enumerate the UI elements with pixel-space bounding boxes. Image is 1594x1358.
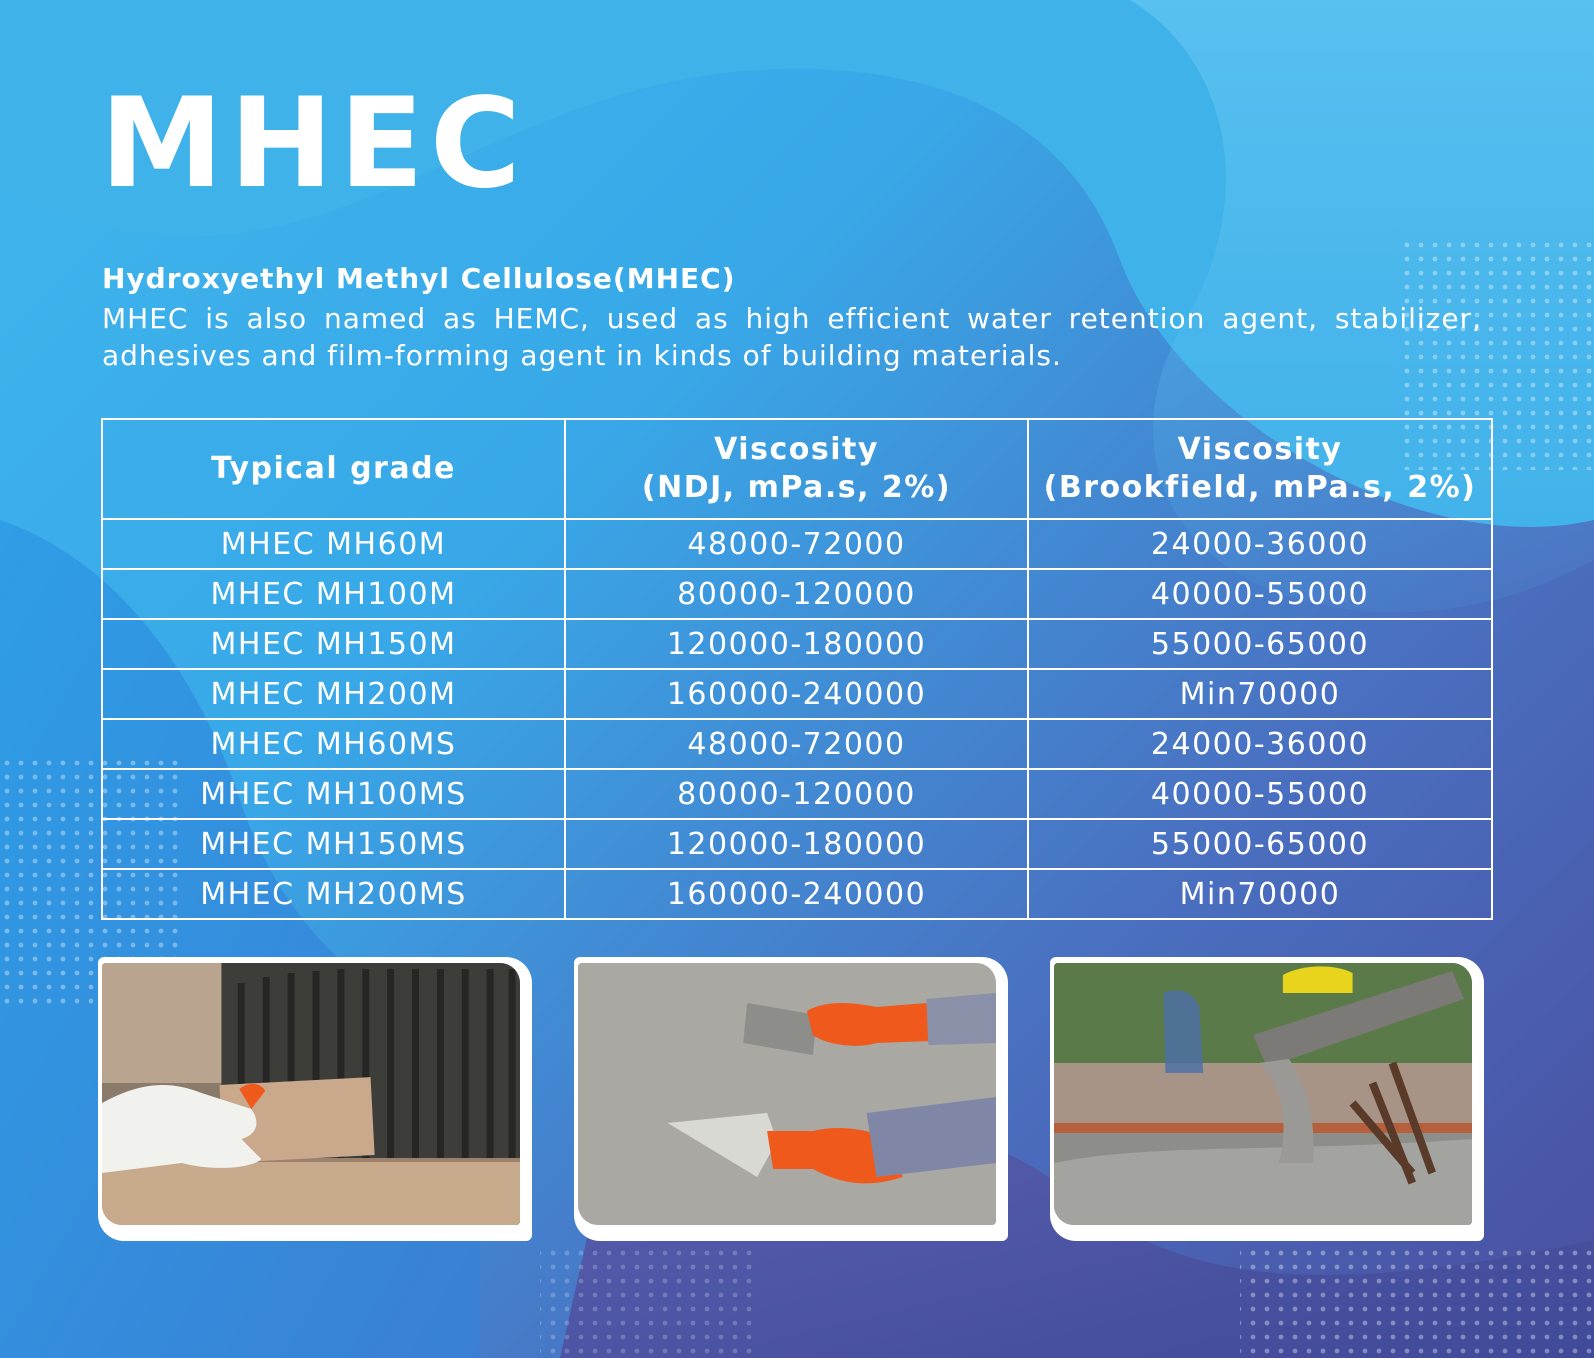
header-ndj-line1: Viscosity (714, 432, 879, 467)
cell-brookfield: 24000-36000 (1028, 519, 1492, 569)
header-ndj-line2: (NDJ, mPa.s, 2%) (641, 470, 952, 505)
cell-brookfield: Min70000 (1028, 669, 1492, 719)
wall-plastering-image (578, 963, 996, 1225)
header-brookfield-line2: (Brookfield, mPa.s, 2%) (1043, 470, 1477, 505)
table-row (102, 569, 1492, 619)
cell-ndj: 120000-180000 (565, 619, 1028, 669)
cell-ndj: 48000-72000 (565, 519, 1028, 569)
tile-laying-image (102, 963, 520, 1225)
cell-brookfield: 55000-65000 (1028, 819, 1492, 869)
cell-grade: MHEC MH200MS (102, 869, 565, 919)
header-viscosity-ndj (565, 419, 1028, 519)
product-subtitle: Hydroxyethyl Methyl Cellulose(MHEC) (102, 262, 736, 295)
table-row (102, 769, 1492, 819)
header-typical-grade (102, 419, 565, 519)
cell-grade: MHEC MH60MS (102, 719, 565, 769)
cell-ndj: 160000-240000 (565, 869, 1028, 919)
page-title: MHEC (100, 72, 527, 216)
table-row (102, 719, 1492, 769)
table-row (102, 869, 1492, 919)
table-row (102, 519, 1492, 569)
header-typical-grade-label: Typical grade (211, 451, 456, 486)
table-row (102, 619, 1492, 669)
cell-grade: MHEC MH200M (102, 669, 565, 719)
cell-brookfield: 40000-55000 (1028, 569, 1492, 619)
cell-grade: MHEC MH100M (102, 569, 565, 619)
cell-ndj: 120000-180000 (565, 819, 1028, 869)
concrete-pouring-photo (1050, 957, 1484, 1241)
table-row (102, 669, 1492, 719)
cell-grade: MHEC MH60M (102, 519, 565, 569)
grade-viscosity-table (101, 418, 1493, 920)
table-header-row (102, 419, 1492, 519)
cell-grade: MHEC MH150M (102, 619, 565, 669)
cell-brookfield: Min70000 (1028, 869, 1492, 919)
product-description: MHEC is also named as HEMC, used as high efficient water retention agent, stabilizer, adhesives and film-forming agent in kinds of building materials. (102, 302, 1482, 372)
cell-grade: MHEC MH100MS (102, 769, 565, 819)
cell-brookfield: 24000-36000 (1028, 719, 1492, 769)
tile-laying-photo (98, 957, 532, 1241)
concrete-pouring-image (1054, 963, 1472, 1225)
cell-ndj: 80000-120000 (565, 769, 1028, 819)
cell-ndj: 160000-240000 (565, 669, 1028, 719)
table-row (102, 819, 1492, 869)
header-viscosity-brookfield (1028, 419, 1492, 519)
cell-grade: MHEC MH150MS (102, 819, 565, 869)
header-brookfield-line1: Viscosity (1177, 432, 1343, 467)
cell-brookfield: 55000-65000 (1028, 619, 1492, 669)
cell-ndj: 48000-72000 (565, 719, 1028, 769)
wall-plastering-photo (574, 957, 1008, 1241)
cell-ndj: 80000-120000 (565, 569, 1028, 619)
cell-brookfield: 40000-55000 (1028, 769, 1492, 819)
